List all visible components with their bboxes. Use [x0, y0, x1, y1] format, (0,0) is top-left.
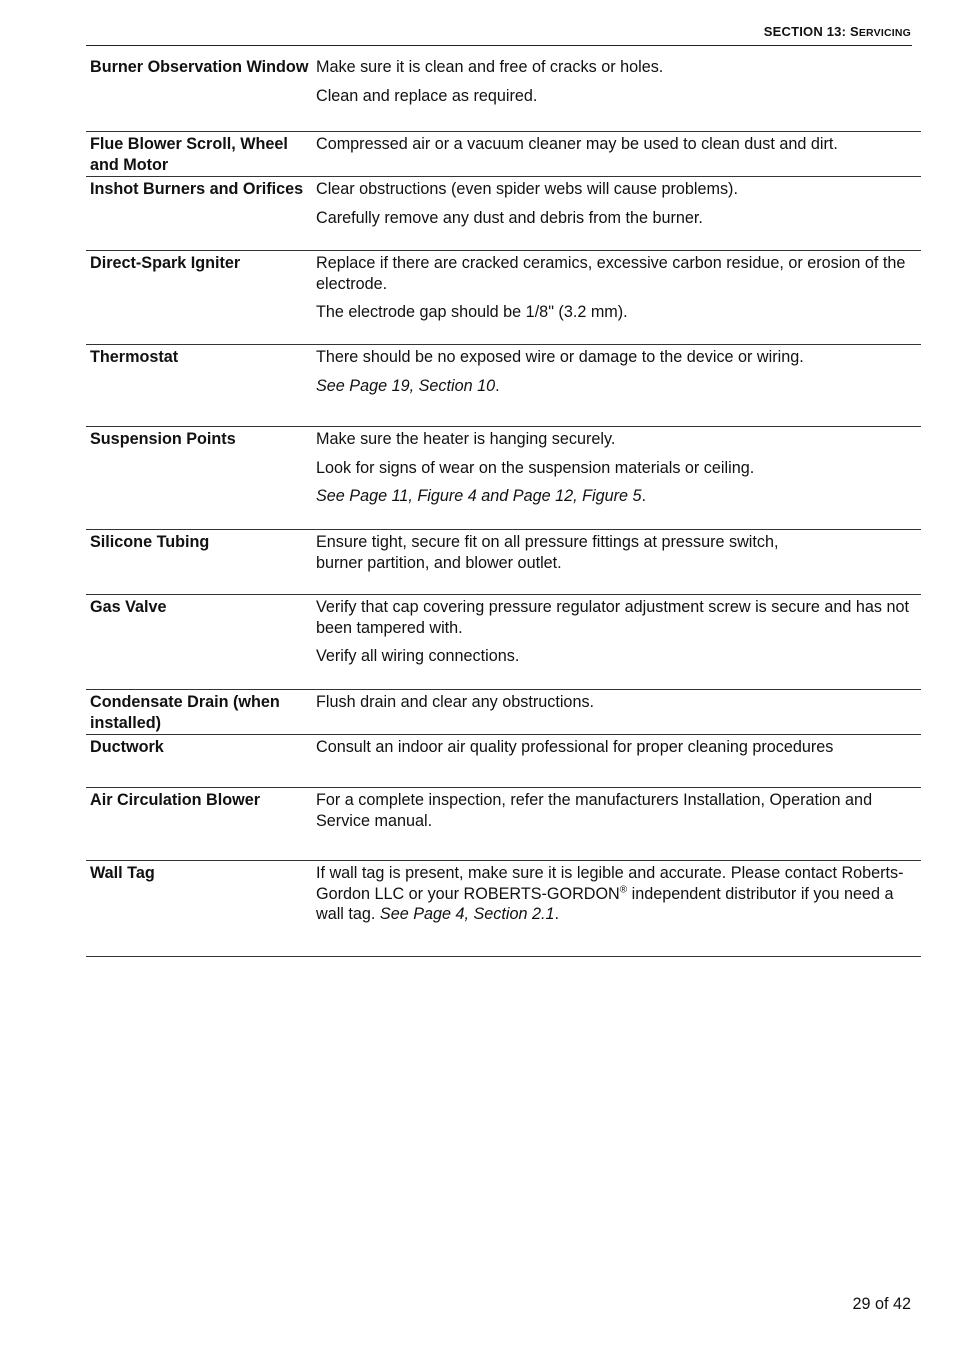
description-paragraph: Verify that cap covering pressure regulator adjustment screw is secure and has not been tampered with.: [316, 598, 909, 637]
description-paragraph: Clear obstructions (even spider webs will cause problems).: [316, 180, 738, 198]
item-label: Suspension Points: [90, 430, 236, 448]
table-row: [86, 55, 921, 114]
item-description: [312, 132, 921, 176]
section-header-smallcaps: ERVICING: [858, 27, 911, 39]
item-description: [312, 251, 921, 331]
item-description: [312, 595, 921, 675]
table-row: [86, 250, 921, 331]
item-label: Silicone Tubing: [90, 533, 210, 551]
description-paragraph: For a complete inspection, refer the manufacturers Installation, Operation and Service manual.: [316, 791, 873, 830]
page-number: 29 of 42: [852, 1295, 911, 1313]
header-rule: [86, 45, 912, 46]
item-description: [312, 861, 921, 933]
table-row: [86, 344, 921, 404]
item-description: [312, 735, 921, 766]
table-row: [86, 787, 921, 839]
item-label: Gas Valve: [90, 598, 167, 616]
item-label: Wall Tag: [90, 864, 155, 882]
item-label: Direct-Spark Igniter: [90, 254, 241, 272]
item-description: [312, 427, 921, 515]
item-label: Flue Blower Scroll, Wheel and Motor: [90, 135, 288, 174]
description-paragraph: Replace if there are cracked ceramics, excessive carbon residue, or erosion of the electrode.: [316, 254, 906, 293]
description-paragraph: Carefully remove any dust and debris from the burner.: [316, 208, 703, 227]
description-paragraph: Verify all wiring connections.: [316, 647, 520, 665]
item-description: [312, 177, 921, 236]
item-description: [312, 55, 921, 114]
reference-link-text: See Page 11, Figure 4 and Page 12, Figure 5: [316, 487, 642, 505]
item-label: Condensate Drain (when installed): [90, 693, 280, 732]
section-header: [86, 24, 911, 39]
sentence-end: .: [554, 905, 559, 923]
description-paragraph: Consult an indoor air quality professional for proper cleaning procedures: [316, 738, 834, 756]
description-paragraph: [316, 863, 921, 925]
description-paragraph: Make sure it is clean and free of cracks or holes.: [316, 58, 664, 76]
table-row: [86, 529, 921, 581]
item-description: [312, 345, 921, 404]
wall-tag-text: If wall tag is present, make sure it is legible and accurate. Please contact Roberts-Gordon LLC or your ROBERTS-GORDON: [316, 864, 904, 903]
table-row: [86, 594, 921, 675]
registered-mark: ®: [619, 884, 628, 896]
item-label: Air Circulation Blower: [90, 791, 260, 809]
table-row: [86, 689, 921, 734]
table-row: [86, 734, 921, 766]
description-paragraph: Clean and replace as required.: [316, 86, 538, 105]
description-reference: See Page 19, Section 10.: [316, 376, 500, 395]
description-paragraph: Flush drain and clear any obstructions.: [316, 693, 595, 711]
description-paragraph: Ensure tight, secure fit on all pressure fittings at pressure switch, burner partition, and blower outlet.: [316, 533, 779, 572]
description-paragraph: Look for signs of wear on the suspension materials or ceiling.: [316, 458, 755, 477]
description-paragraph: Make sure the heater is hanging securely.: [316, 430, 616, 448]
table-row: [86, 131, 921, 176]
table-bottom-rule: [86, 956, 921, 957]
description-paragraph: The electrode gap should be 1/8" (3.2 mm).: [316, 303, 628, 321]
item-label: Ductwork: [90, 738, 164, 756]
reference-link-text: See Page 4, Section 2.1: [379, 905, 555, 923]
table-row: [86, 860, 921, 933]
item-description: [312, 530, 921, 581]
wall-tag-text-continued: independent distributor if you need a wall tag.: [316, 884, 894, 923]
description-paragraph: There should be no exposed wire or damage to the device or wiring.: [316, 348, 804, 366]
item-description: [312, 788, 921, 839]
table-row: [86, 426, 921, 515]
reference-link-text: See Page 19, Section 10: [316, 376, 496, 395]
item-label: Thermostat: [90, 348, 179, 366]
item-label: Burner Observation Window: [90, 58, 309, 76]
item-label: Inshot Burners and Orifices: [90, 180, 304, 198]
item-description: [312, 690, 921, 734]
section-header-prefix: SECTION 13: S: [763, 24, 859, 39]
description-paragraph: Compressed air or a vacuum cleaner may be used to clean dust and dirt.: [316, 135, 838, 153]
table-row: [86, 176, 921, 236]
description-reference: See Page 11, Figure 4 and Page 12, Figure 5.: [316, 487, 646, 505]
